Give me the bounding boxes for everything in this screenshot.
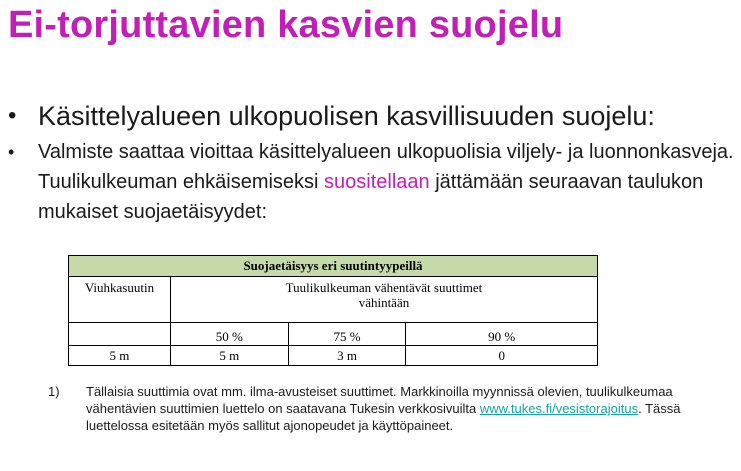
table-row [69,346,598,366]
protection-distance-table [68,255,598,366]
table-caption: Suojaetäisyys eri suutintyypeillä [69,256,598,277]
footnote-text [86,383,698,434]
bullet-list [8,96,738,227]
table-percent-row [69,323,598,346]
bullet-item-2 [8,137,738,227]
table-header-row [69,277,598,323]
percent-header: 75 % [288,323,406,346]
table-cell: 0 [406,346,598,366]
table-cell [69,323,171,346]
drift-header-line-2: vähintään [358,295,410,310]
footnote-text-end: . Tässä luettelossa esitetään myös sallitut ajonopeudet ja käyttöpaineet. [86,401,681,433]
table-cell: 5 m [170,346,288,366]
footnote-number: 1) [48,384,60,399]
footnote [48,383,698,434]
tukes-link[interactable]: www.tukes.fi/vesistorajoitus [479,401,639,416]
table-cell: 3 m [288,346,406,366]
bullet-item-1 [8,96,738,136]
percent-header: 50 % [170,323,288,346]
bullet-text-2 [38,137,738,227]
bullet-text-2-end: jättämään seuraavan taulukon mukaiset suojaetäisyydet: [38,171,704,223]
bullet-dot-icon: • [8,102,17,129]
slide-title: Ei-torjuttavien kasvien suojelu [8,4,564,46]
recommendation-highlight: suositellaan [324,171,430,193]
col-header-fan-nozzle: Viuhkasuutin [69,277,171,323]
table-cell: 5 m [69,346,171,366]
drift-header-line-1: Tuulikulkeuman vähentävät suuttimet [285,280,483,295]
footnote-text-start: Tällaisia suuttimia ovat mm. ilma-avusteiset suuttimet. Markkinoilla myynnissä olevien, tuulikulkeumaa vähentävien suuttimien luettelo on saatavana Tukesin verkkosivuilta [86,384,673,416]
percent-header: 90 % [406,323,598,346]
bullet-text-2-start: Valmiste saattaa vioittaa käsittelyalueen ulkopuolisia viljely- ja luonnonkasveja. Tuulikulkeuman ehkäisemiseksi [38,141,734,193]
col-header-drift-reducing [170,277,597,323]
table-caption-row [69,256,598,277]
bullet-text-1: Käsittelyalueen ulkopuolisen kasvillisuuden suojelu: [38,101,655,131]
bullet-dot-icon: • [8,142,15,162]
